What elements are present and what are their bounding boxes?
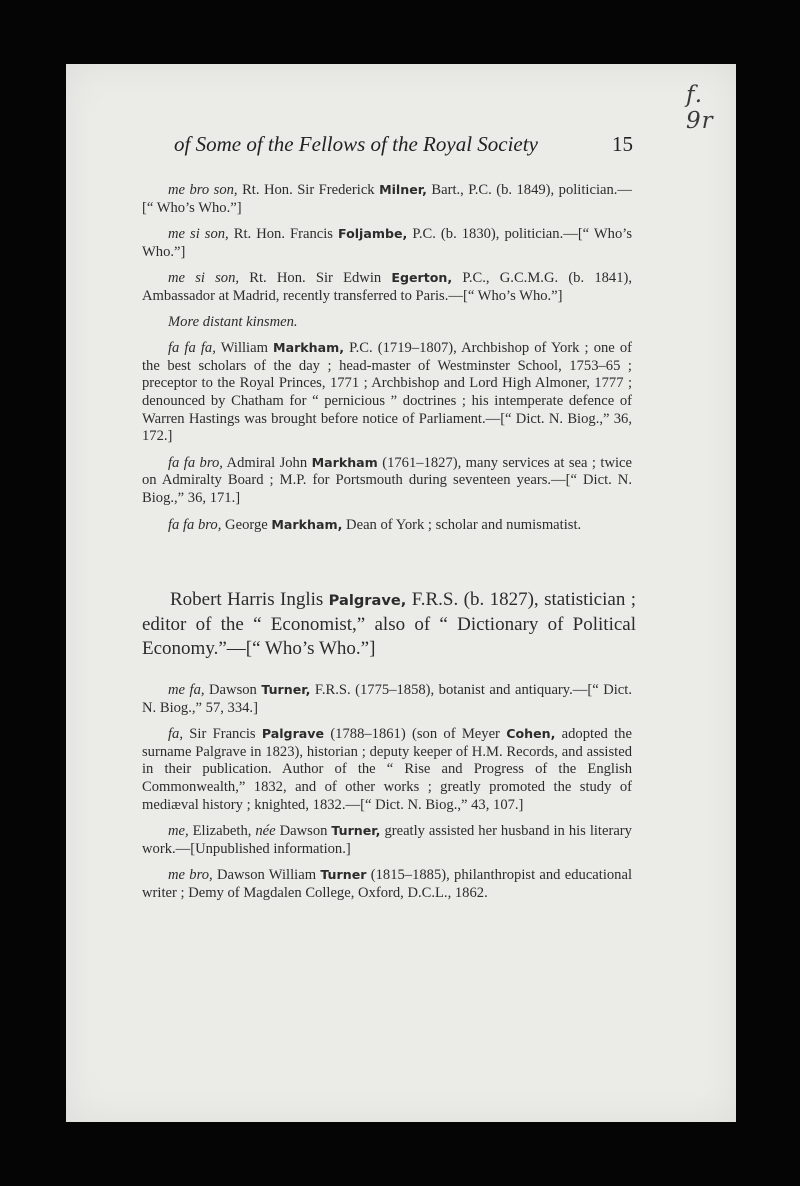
relation-label: fa, bbox=[168, 726, 183, 743]
entry-text: Dawson William bbox=[216, 867, 317, 884]
folio-annotation: f. 9r bbox=[686, 82, 714, 134]
relation-label: me bro, bbox=[168, 867, 213, 884]
entry-text: Bart., P.C. (b. 1849), politician.—[“ Who’s Who.”] bbox=[142, 182, 633, 216]
relation-label: me fa, bbox=[168, 682, 205, 699]
surname: Palgrave, bbox=[328, 592, 407, 610]
entry-text: Admiral John bbox=[226, 454, 308, 471]
surname: Turner, bbox=[261, 682, 311, 698]
relation-label: me, bbox=[168, 823, 189, 840]
entry-text: George bbox=[225, 516, 268, 533]
relation-label: me si son, bbox=[168, 270, 240, 287]
surname: Milner, bbox=[379, 182, 427, 197]
section-gap bbox=[142, 542, 632, 588]
entry-paragraph bbox=[142, 822, 632, 858]
page-body bbox=[142, 181, 637, 911]
page-number: 15 bbox=[612, 132, 633, 156]
entry-text: (1815–1885), philanthropist and educational writer ; Demy of Magdalen College, Oxford, D.C.L., 1862. bbox=[142, 867, 633, 902]
entry-paragraph bbox=[142, 225, 632, 261]
nee-label: née bbox=[255, 823, 276, 840]
entry-text: Elizabeth, bbox=[192, 823, 252, 840]
entry-text: Dawson bbox=[209, 682, 257, 699]
entry-paragraph bbox=[142, 681, 632, 717]
relation-label: me si son, bbox=[168, 226, 229, 243]
entry-paragraph bbox=[142, 725, 632, 814]
entry-paragraph bbox=[142, 516, 632, 535]
entry-text: Rt. Hon. Francis bbox=[233, 226, 333, 243]
relation-label: fa fa bro, bbox=[168, 454, 223, 471]
page bbox=[66, 64, 736, 1122]
surname: Foljambe, bbox=[338, 226, 408, 242]
fellow-name: Robert Harris Inglis bbox=[170, 589, 324, 611]
relation-label: me bro son, bbox=[168, 182, 238, 198]
entry-text: Dean of York ; scholar and numismatist. bbox=[346, 516, 582, 533]
surname: Palgrave bbox=[261, 726, 325, 742]
entry-paragraph bbox=[142, 866, 632, 902]
surname: Turner bbox=[320, 867, 367, 883]
surname: Markham, bbox=[273, 340, 345, 356]
entry-text: greatly assisted her husband in his literary work.—[Unpublished information.] bbox=[142, 823, 632, 857]
entry-text: William bbox=[220, 340, 268, 357]
relation-label: fa fa bro, bbox=[168, 516, 222, 533]
entry-paragraph bbox=[142, 454, 632, 508]
entry-text: F.R.S. (1775–1858), botanist and antiquary.—[“ Dict. N. Biog.,” 57, 334.] bbox=[142, 682, 632, 716]
surname: Egerton, bbox=[391, 270, 453, 286]
relation-label: fa fa fa, bbox=[168, 340, 216, 357]
entry-paragraph bbox=[142, 269, 632, 305]
entry-text: (1788–1861) (son of Meyer bbox=[330, 726, 500, 743]
section-heading: More distant kinsmen. bbox=[168, 313, 298, 330]
surname: Markham bbox=[311, 454, 378, 470]
fellow-entry bbox=[142, 588, 636, 661]
surname: Turner, bbox=[331, 823, 381, 839]
entry-text: P.C., G.C.M.G. (b. 1841), Ambassador at Madrid, recently transferred to Paris.—[“ Who’s Who.”] bbox=[142, 270, 633, 304]
running-head: of Some of the Fellows of the Royal Society bbox=[174, 132, 538, 156]
surname: Markham, bbox=[271, 516, 343, 532]
entry-text: Dawson bbox=[279, 823, 328, 840]
entry-paragraph bbox=[142, 181, 632, 217]
entry-text: P.C. (b. 1830), politician.—[“ Who’s Who.”] bbox=[142, 226, 633, 260]
entry-text: Sir Francis bbox=[189, 726, 256, 743]
surname: Cohen, bbox=[506, 726, 556, 742]
entry-text: Rt. Hon. Sir Frederick bbox=[242, 182, 375, 198]
entry-paragraph bbox=[142, 339, 632, 446]
entry-text: F.R.S. (b. 1827), statistician ; editor of the “ Economist,” also of “ Dictionary of Political Economy.”—[“ Who’s Who.”] bbox=[142, 589, 637, 660]
entry-text: Rt. Hon. Sir Edwin bbox=[249, 270, 382, 287]
entry-text: adopted the surname Palgrave in 1823), historian ; deputy keeper of H.M. Records, and assisted in their publication. Author of the “ Rise and Progress of the English Commonwealth,” 1832, and of other works ; greatly promoted the study of mediæval history ; knighted, 1832.—[“ Dict. N. Biog.,” 43, 107.] bbox=[142, 726, 632, 813]
entry-text: P.C. (1719–1807), Archbishop of York ; one of the best scholars of the day ; head-master of Westminster School, 1753–65 ; preceptor to the Royal Princes, 1771 ; Archbishop and Lord High Almoner, 1777 ; denounced by Chatham for “ pernicious ” doctrines ; his intemperate defence of Warren Hastings was brought before notice of Parliament.—[“ Dict. N. Biog.,” 36, 172.] bbox=[142, 340, 633, 445]
entry-text: (1761–1827), many services at sea ; twice on Admiralty Board ; M.P. for Portsmouth during seventeen years.—[“ Dict. N. Biog.,” 36, 171.] bbox=[142, 454, 632, 506]
